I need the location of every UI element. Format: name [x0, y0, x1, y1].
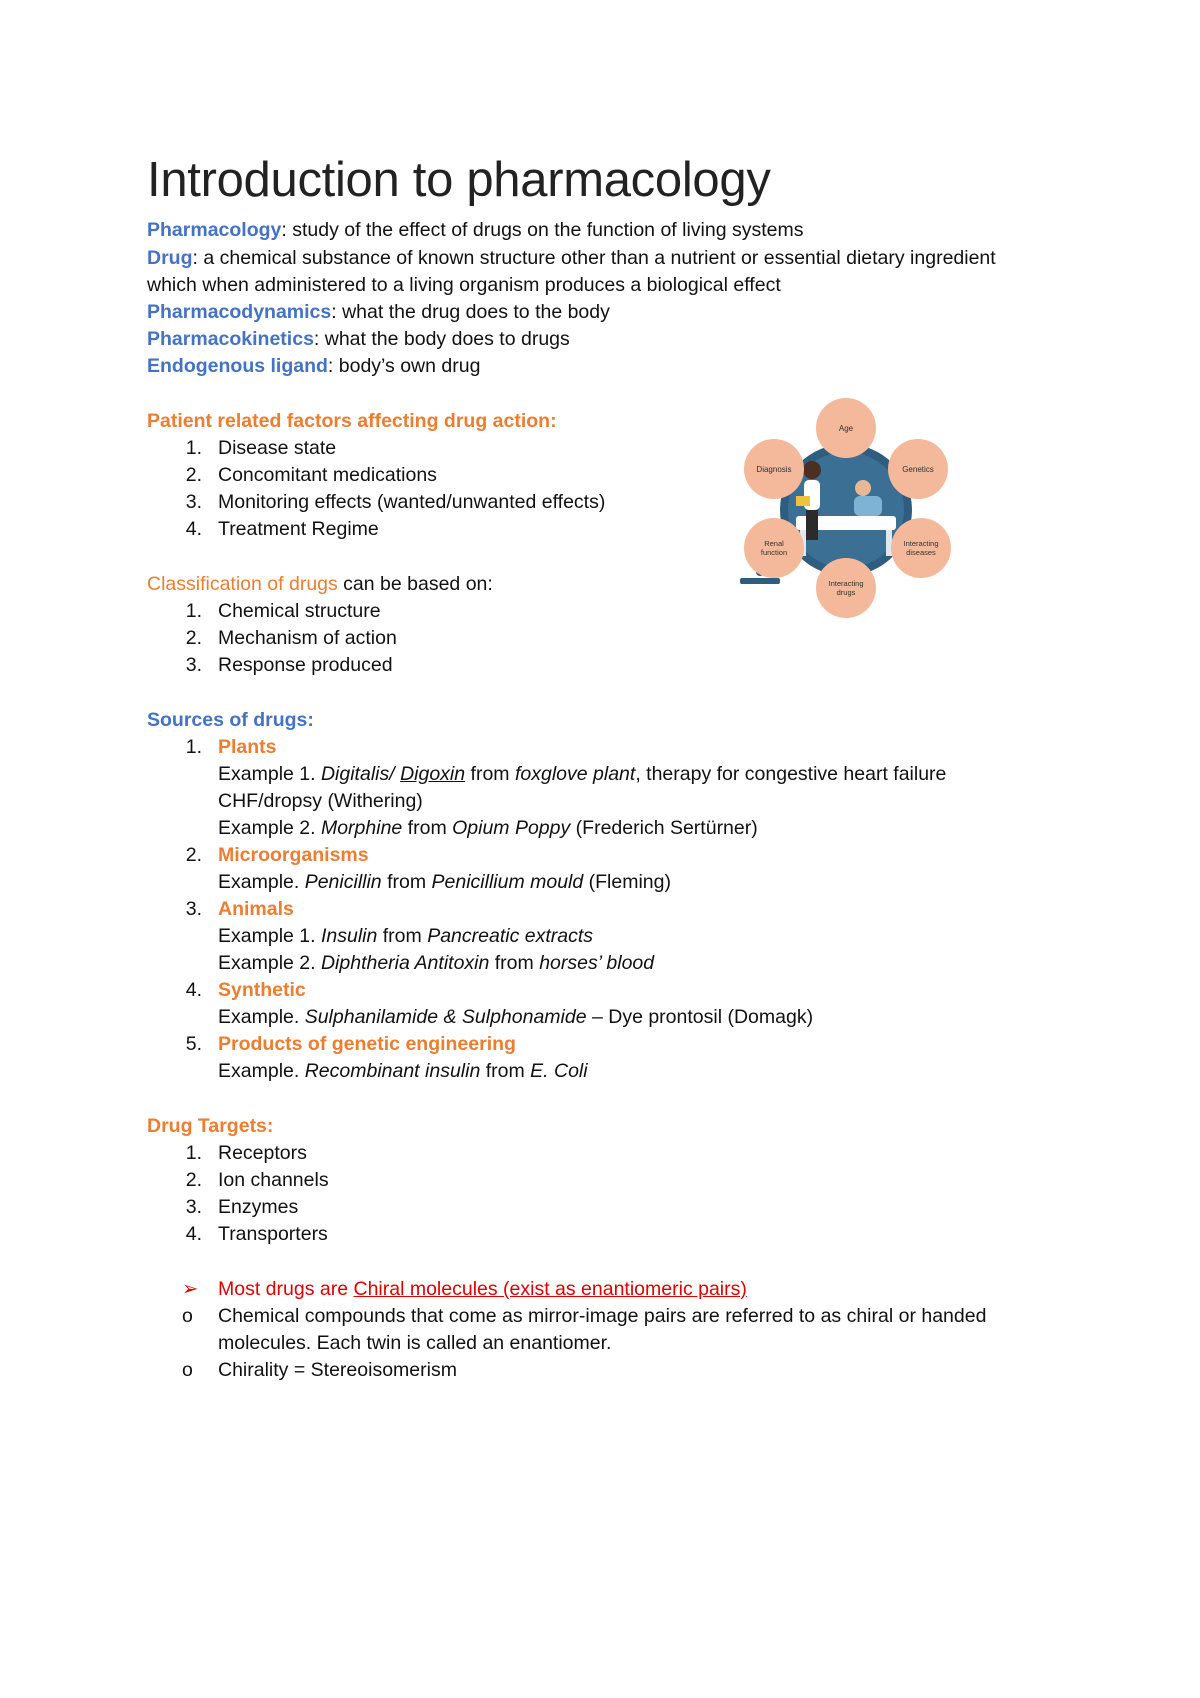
source-example: CHF/dropsy (Withering) [218, 790, 423, 812]
factor-circle-renal-function [744, 518, 804, 578]
factor-label: Interacting [903, 539, 939, 548]
list-number: 5. [185, 1033, 202, 1055]
targets-heading: Drug Targets: [147, 1115, 274, 1137]
factor-label: drugs [836, 588, 856, 597]
chiral-lead: Most drugs are Chiral molecules (exist as enantiomeric pairs) [218, 1278, 747, 1300]
source-name: Microorganisms [218, 844, 369, 866]
definition-drug-continued: which when administered to a living organism produces a biological effect [147, 274, 781, 296]
source-example: Example 1. Digitalis/ Digoxin from foxglove plant, therapy for congestive heart failure [218, 763, 947, 785]
source-name: Synthetic [218, 979, 306, 1001]
circle-bullet-icon: o [182, 1359, 193, 1381]
definition-pharmacodynamics: Pharmacodynamics: what the drug does to the body [147, 301, 610, 323]
chiral-point: molecules. Each twin is called an enantiomer. [218, 1332, 612, 1354]
factor-circle-age [816, 398, 876, 458]
definition-pharmacology: Pharmacology: study of the effect of drugs on the function of living systems [147, 219, 804, 241]
list-number: 3. [185, 898, 202, 920]
factor-label: Age [838, 424, 854, 433]
source-name: Plants [218, 736, 277, 758]
source-name: Animals [218, 898, 294, 920]
factor-label: Renal [764, 539, 784, 548]
page-title: Introduction to pharmacology [147, 153, 771, 207]
factor-circle-genetics [888, 439, 948, 499]
definition-pharmacokinetics: Pharmacokinetics: what the body does to drugs [147, 328, 570, 350]
list-number: 2. [185, 844, 202, 866]
list-number: 4. [185, 979, 202, 1001]
arrow-bullet-icon: ➢ [182, 1278, 199, 1300]
source-example: Example 2. Diphtheria Antitoxin from horses’ blood [218, 952, 655, 974]
factor-label: function [760, 548, 788, 557]
patient-factors-figure [736, 398, 956, 620]
factor-label: Interacting [828, 579, 864, 588]
source-example: Example 2. Morphine from Opium Poppy (Frederich Sertürner) [218, 817, 758, 839]
factor-circle-interacting-drugs [816, 558, 876, 618]
classification-heading: Classification of drugs can be based on: [147, 573, 493, 595]
source-example: Example. Recombinant insulin from E. Coli [218, 1060, 588, 1082]
source-example: Example 1. Insulin from Pancreatic extracts [218, 925, 594, 947]
factor-label: Genetics [902, 465, 934, 474]
factor-circle-interacting-diseases [891, 518, 951, 578]
source-example: Example. Penicillin from Penicillium mould (Fleming) [218, 871, 671, 893]
chiral-point: Chirality = Stereoisomerism [218, 1359, 457, 1381]
circle-bullet-icon: o [182, 1305, 193, 1327]
chiral-point: Chemical compounds that come as mirror-image pairs are referred to as chiral or handed [218, 1305, 987, 1327]
definition-drug: Drug: a chemical substance of known structure other than a nutrient or essential dietary ingredient [147, 247, 996, 269]
factor-label: Diagnosis [756, 465, 792, 474]
definition-endogenous-ligand: Endogenous ligand: body’s own drug [147, 355, 481, 377]
patient-factors-heading: Patient related factors affecting drug action: [147, 410, 557, 432]
factor-circle-diagnosis [744, 439, 804, 499]
factor-label: diseases [906, 548, 936, 557]
source-example: Example. Sulphanilamide & Sulphonamide – Dye prontosil (Domagk) [218, 1006, 814, 1028]
sources-heading: Sources of drugs: [147, 709, 314, 731]
source-name: Products of genetic engineering [218, 1033, 516, 1055]
list-number: 1. [185, 736, 202, 758]
